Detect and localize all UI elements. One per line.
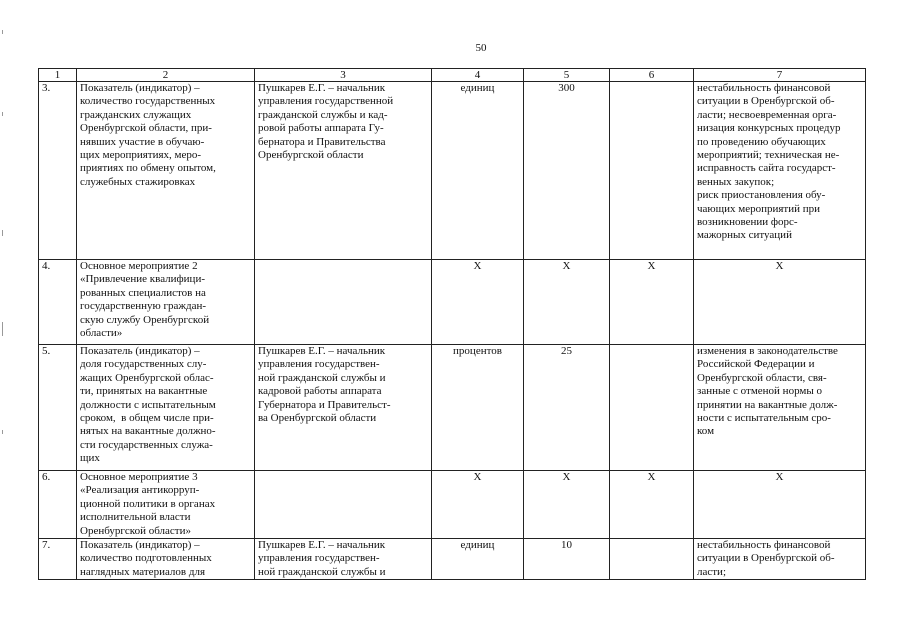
row-number: 7.: [39, 539, 77, 580]
row-number: 4.: [39, 260, 77, 345]
row-number: 6.: [39, 471, 77, 539]
unit-of-measure: X: [432, 260, 524, 345]
indicator-name: Показатель (индикатор) – доля государственных слу- жащих Оренбургской облас- ти, принятых на вакантные должности с испытательным сроком, в общем числе при- нятых на вакантные должно- сти государственных служа- щих: [77, 345, 255, 471]
column-header: 7: [694, 69, 866, 82]
table-row: [39, 539, 866, 580]
responsible-person: [255, 260, 432, 345]
column-6-cell: X: [610, 471, 694, 539]
column-6-cell: [610, 539, 694, 580]
scan-edge-mark: [2, 112, 3, 116]
scan-edge-mark: [2, 430, 3, 434]
table-row: [39, 345, 866, 471]
column-6-cell: [610, 82, 694, 260]
column-header: 3: [255, 69, 432, 82]
indicator-name: Основное мероприятие 2 «Привлечение квалифици- рованных специалистов на государственную граждан- скую службу Оренбургской области»: [77, 260, 255, 345]
column-header: 1: [39, 69, 77, 82]
row-number: 3.: [39, 82, 77, 260]
unit-of-measure: единиц: [432, 82, 524, 260]
column-header: 2: [77, 69, 255, 82]
risks-description: изменения в законодательстве Российской Федерации и Оренбургской области, свя- занные с отменой нормы о принятии на вакантные долж- ности с испытательным сро- ком: [694, 345, 866, 471]
responsible-person: [255, 471, 432, 539]
risks-description: нестабильность финансовой ситуации в Оренбургской об- ласти;: [694, 539, 866, 580]
scan-edge-mark: [2, 322, 3, 336]
scan-edge-mark: [2, 30, 3, 34]
responsible-person: Пушкарев Е.Г. – начальник управления государственной гражданской службы и кад- ровой работы аппарата Гу- бернатора и Правительства Оренбургской области: [255, 82, 432, 260]
target-value: X: [524, 471, 610, 539]
responsible-person: Пушкарев Е.Г. – начальник управления государствен- ной гражданской службы и кадровой работы аппарата Губернатора и Правительст- ва Оренбургской области: [255, 345, 432, 471]
column-header: 6: [610, 69, 694, 82]
row-number: 5.: [39, 345, 77, 471]
table-row: [39, 471, 866, 539]
target-value: X: [524, 260, 610, 345]
program-indicators-table: [38, 68, 866, 580]
target-value: 300: [524, 82, 610, 260]
table-row: [39, 82, 866, 260]
column-header: 4: [432, 69, 524, 82]
unit-of-measure: единиц: [432, 539, 524, 580]
risks-description: нестабильность финансовой ситуации в Оренбургской об- ласти; несвоевременная орга- низация конкурсных процедур по проведению обучающих мероприятий; техническая не- исправность сайта государст- венных закупок; риск приостановления обу- чающих мероприятий при возникновении форс- мажорных ситуаций: [694, 82, 866, 260]
column-6-cell: [610, 345, 694, 471]
unit-of-measure: X: [432, 471, 524, 539]
indicator-name: Показатель (индикатор) – количество подготовленных наглядных материалов для: [77, 539, 255, 580]
unit-of-measure: процентов: [432, 345, 524, 471]
risks-description: X: [694, 471, 866, 539]
column-6-cell: X: [610, 260, 694, 345]
column-number-row: [39, 69, 866, 82]
scan-edge-mark: [2, 230, 3, 236]
page-number: 50: [475, 42, 487, 54]
table-row: [39, 260, 866, 345]
target-value: 25: [524, 345, 610, 471]
column-header: 5: [524, 69, 610, 82]
indicator-name: Показатель (индикатор) – количество государственных гражданских служащих Оренбургской области, при- нявших участие в обучаю- щих мероприятиях, меро- приятиях по обмену опытом, служебных стажировках: [77, 82, 255, 260]
responsible-person: Пушкарев Е.Г. – начальник управления государствен- ной гражданской службы и: [255, 539, 432, 580]
target-value: 10: [524, 539, 610, 580]
risks-description: X: [694, 260, 866, 345]
indicator-name: Основное мероприятие 3 «Реализация антикорруп- ционной политики в органах исполнительной власти Оренбургской области»: [77, 471, 255, 539]
